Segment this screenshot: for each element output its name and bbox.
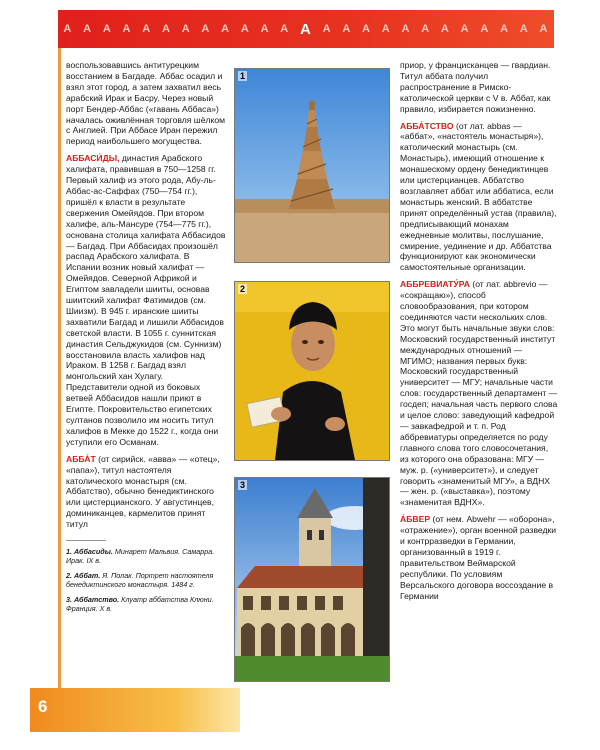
- alphabet-letter: А: [161, 23, 171, 35]
- column-left: [66, 60, 226, 619]
- entry-abbreviation: [400, 279, 558, 508]
- caption-3: [66, 595, 226, 613]
- alphabet-letter: А: [240, 23, 250, 35]
- entry-abbot: [66, 454, 226, 530]
- alphabet-letter: А: [362, 23, 371, 35]
- image-abbot-portrait: [234, 281, 390, 461]
- alphabet-letters: [58, 10, 554, 48]
- cloister-illustration: [235, 478, 389, 681]
- alphabet-letter: А: [83, 23, 93, 35]
- alphabet-letter: А: [322, 23, 332, 35]
- body-abwehr: (от нем. Abwehr — «оборона», «отражение»), орган военной разведки и контрразведки в Германии, организованный в 1919 г. правительством Веймарской республики. По условиям Версальского договора воссоздание в Германии: [400, 514, 557, 601]
- alphabet-letter: А: [480, 23, 490, 35]
- alphabet-letter: А: [260, 23, 270, 35]
- alphabet-letter: А: [421, 23, 431, 35]
- headword-abbasids: АББАСИ́ДЫ,: [66, 153, 120, 164]
- alphabet-letter: А: [539, 23, 549, 35]
- caption-1-num: 1. Аббасиды.: [66, 547, 113, 557]
- caption-2-text: Я. Полак. Портрет настоятеля бенедиктинского монастыря. 1484 г.: [66, 571, 214, 590]
- body-abbot: (от сирийск. «авва» — «отец», «папа»), титул настоятеля католического монастыря (см. Аббатство), обычно бенедиктинского или цистерцианского. У августинцев, доминиканцев, кармелитов принят титул: [66, 453, 220, 530]
- alphabet-letter: А: [181, 23, 191, 35]
- entry-abbey: [400, 121, 558, 274]
- body-abbasids: династия Арабского халифата, правившая в 750—1258 гг. Первый халиф из этого рода, Абу-ль-Аббас-ас-Саффах (750—754 гг.), пришёл к власти в результате свержения Омейядов. При втором халифе, аль-Мансуре (754—775 гг.), основана столица халифата Аббасидов — Багдад. При Аббасидах произошёл распад Арабского халифата. В Испании возник новый халифат — Омейядов. Северной Африкой и Египтом завладели шииты, основав шиитский халифат Фатимидов (см. Шиизм). В 945 г. иранские шииты захватили Багдад и лишили Аббасидов светской власти. В 1055 г. суннитская династия Сельджукидов (см. Суннизм) восстановила власть халифов над Ираком. В 1258 г. Багдад взял монгольский хан Хулагу. Представители одной из боковых ветвей Аббасидов нашли приют в Египте. Покровительство египетских султанов позволило им носить титул халифов в Мекке до 1522 г., когда они уступили его Османам.: [66, 153, 226, 447]
- alphabet-letter: А: [460, 23, 470, 35]
- image-cluny-cloister: [234, 477, 390, 682]
- image-number-3: 3: [240, 480, 246, 490]
- alphabet-letter: А: [63, 23, 73, 35]
- headword-abbot: АББА́Т: [66, 453, 96, 464]
- column-right: [400, 60, 558, 608]
- image-malwiya-minaret: [234, 68, 390, 263]
- caption-2-num: 2. Аббат.: [66, 571, 101, 581]
- alphabet-letter: А: [440, 23, 450, 35]
- alphabet-letter: А: [500, 23, 510, 35]
- headword-abbey: АББА́ТСТВО: [400, 120, 454, 131]
- alphabet-band: [58, 10, 554, 48]
- body-abbreviation: (от лат. abbrevio — «сокращаю»), способ словообразования, при котором соединяются части нескольких слов. Это могут быть начальные звуки слов: Московский государственный институт международных отношений — МГИМО; названия первых букв: Московский государственный университет — МГУ; начальные части слов: государственный департамент — госдеп; начальная часть первого слова и целое слово: заведующий кафедрой — завкафедрой и т. п. Род аббревиатуры определяется по роду главного слова того словосочетания, из которого она образована: МГУ — муж. р. («университет»), и следует говорить «знаменитый МГУ», а ВДНХ — жен. р. («выставка»), поэтому «знаменитая ВДНХ».: [400, 279, 558, 508]
- caption-1: [66, 547, 226, 565]
- entry-abwehr: [400, 514, 558, 601]
- caption-3-num: 3. Аббатство.: [66, 595, 120, 605]
- alphabet-letter: А: [519, 23, 529, 35]
- caption-2: [66, 571, 226, 589]
- alphabet-letter: А: [280, 23, 290, 35]
- portrait-illustration: [235, 282, 389, 460]
- image-number-1: 1: [240, 71, 246, 81]
- image-number-2: 2: [240, 284, 246, 294]
- alphabet-letter: А: [201, 23, 211, 35]
- aabbas-continuation: воспользовавшись антитурецким восстанием в Багдаде. Аббас осадил и взял этот город, а затем захватил весь арабский Ирак и Басру. Через новый порт Бендер-Аббас («гавань Аббаса») началась оживлённая торговля шёлком с Англией. При Аббасе Иран пережил период наибольшего могущества.: [66, 60, 226, 147]
- current-letter: А: [300, 20, 312, 38]
- alphabet-letter: А: [122, 23, 132, 35]
- headword-abbreviation: АББРЕВИАТУ́РА: [400, 279, 470, 290]
- entry-abbasids: [66, 153, 226, 447]
- body-abbey: (от лат. abbas — «аббат», «настоятель монастыря»), католический монастырь (см. Монастырь), имеющий отношение к монашескому ордену бенедиктинцев или цистерцианцев. Аббатство возглавляет аббат или аббатиса, если монастырь женский. В аббатстве принят определённый устав (правила), предписывающий монахам ежедневные молитвы, послушание, смирение, уединение и др. Аббатства функционируют как экономически самостоятельные организации.: [400, 120, 557, 273]
- alphabet-letter: А: [142, 23, 152, 35]
- alphabet-letter: А: [381, 23, 391, 35]
- alphabet-letter: А: [342, 23, 352, 35]
- alphabet-letter: А: [221, 23, 231, 35]
- alphabet-letter: А: [102, 23, 112, 35]
- alphabet-letter: А: [401, 23, 411, 35]
- page-number-bar: [30, 688, 240, 732]
- headword-abwehr: А́БВЕР: [400, 514, 431, 525]
- caption-divider: [66, 540, 106, 541]
- caption-1-text: Минарет Мальвия. Самарра. Ирак. IX в.: [66, 547, 215, 566]
- abbot-continuation: приор, у францисканцев — гвардиан. Титул аббата получил распространение в Римско-католической церкви с V в. Аббат, как правило, избирается пожизненно.: [400, 60, 551, 114]
- caption-3-text: Клуатр аббатства Клюни. Франция. X в.: [66, 595, 214, 614]
- page-number: 6: [38, 697, 48, 716]
- left-margin-rule: [58, 48, 61, 708]
- minaret-illustration: [235, 69, 389, 262]
